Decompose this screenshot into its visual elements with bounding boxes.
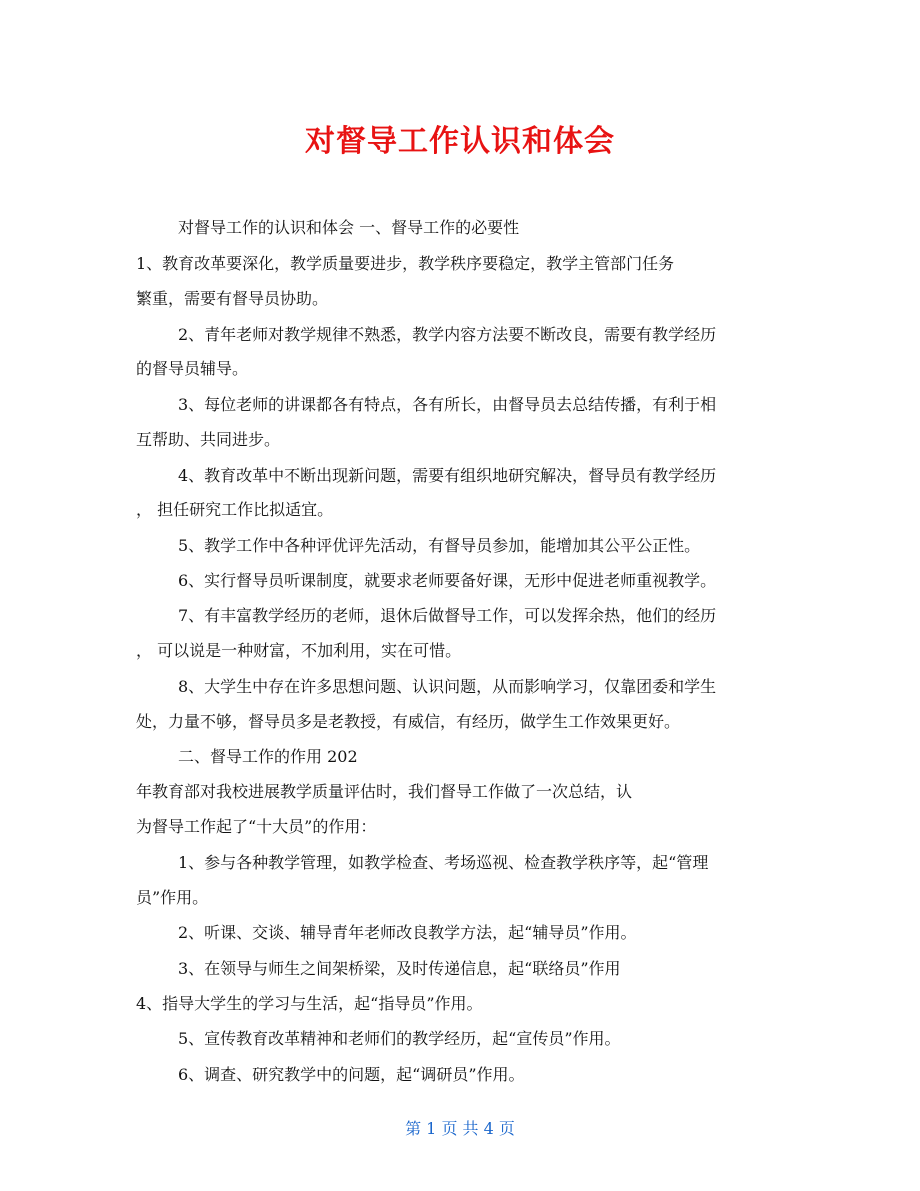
paragraph-line: 3、在领导与师生之间架桥梁，及时传递信息，起“联络员”作用: [178, 959, 621, 978]
paragraph-line: 互帮助、共同进步。: [136, 430, 281, 449]
paragraph-line: 员”作用。: [136, 888, 209, 907]
paragraph-line: 1、参与各种教学管理，如教学检查、考场巡视、检查教学秩序等，起“管理: [178, 853, 709, 872]
paragraph-line: 对督导工作的认识和体会 一、督导工作的必要性: [178, 218, 520, 237]
paragraph-line: 为督导工作起了“十大员”的作用：: [136, 817, 377, 836]
paragraph-line: 的督导员辅导。: [136, 359, 249, 378]
paragraph-line: 年教育部对我校进展教学质量评估时，我们督导工作做了一次总结，认: [136, 782, 633, 801]
paragraph-line: 处，力量不够，督导员多是老教授，有威信，有经历，做学生工作效果更好。: [136, 712, 681, 731]
paragraph-line: 繁重，需要有督导员协助。: [136, 289, 329, 308]
paragraph-line: 5、教学工作中各种评优评先活动，有督导员参加，能增加其公平公正性。: [178, 536, 701, 555]
paragraph-line: 5、宣传教育改革精神和老师们的教学经历，起“宣传员”作用。: [178, 1029, 621, 1048]
section-heading: 二、督导工作的作用 202: [178, 747, 358, 766]
paragraph-line: 4、教育改革中不断出现新问题，需要有组织地研究解决，督导员有教学经历: [178, 466, 717, 485]
document-title: 对督导工作认识和体会: [305, 124, 615, 159]
paragraph-line: ， 可以说是一种财富，不加利用，实在可惜。: [136, 641, 462, 660]
paragraph-line: 6、实行督导员听课制度，就要求老师要备好课，无形中促进老师重视教学。: [178, 571, 717, 590]
paragraph-line: 8、大学生中存在许多思想问题、认识问题，从而影响学习，仅靠团委和学生: [178, 677, 717, 696]
paragraph-line: 4、指导大学生的学习与生活，起“指导员”作用。: [136, 994, 483, 1013]
paragraph-line: 2、青年老师对教学规律不熟悉，教学内容方法要不断改良，需要有教学经历: [178, 325, 717, 344]
paragraph-line: 2、听课、交谈、辅导青年老师改良教学方法，起“辅导员”作用。: [178, 923, 637, 942]
paragraph-line: 7、有丰富教学经历的老师，退休后做督导工作，可以发挥余热，他们的经历: [178, 606, 717, 625]
page-number: 第 1 页 共 4 页: [405, 1119, 515, 1138]
paragraph-line: 1、教育改革要深化，教学质量要进步，教学秩序要稳定，教学主管部门任务: [136, 254, 675, 273]
paragraph-line: 3、每位老师的讲课都各有特点，各有所长，由督导员去总结传播，有利于相: [178, 395, 717, 414]
paragraph-line: 6、调查、研究教学中的问题，起“调研员”作用。: [178, 1065, 525, 1084]
paragraph-line: ， 担任研究工作比拟适宜。: [136, 500, 334, 519]
